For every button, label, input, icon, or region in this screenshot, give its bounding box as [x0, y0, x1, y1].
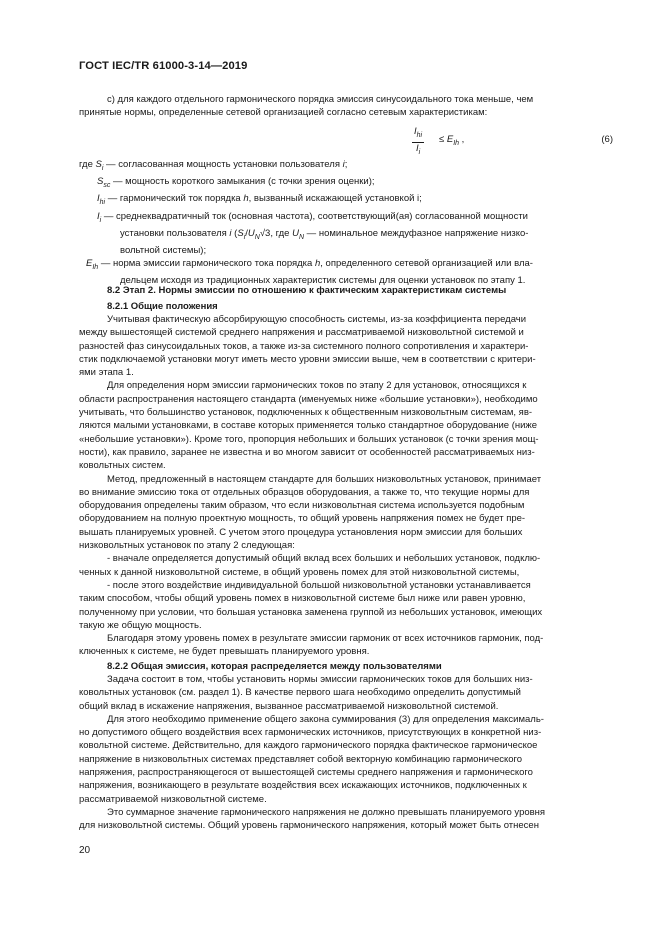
- formula-number: (6): [601, 134, 613, 145]
- paragraph: [79, 673, 613, 713]
- text-line: ковольтных установок (см. раздел 1). В качестве первого шага необходимо определить допустимый: [79, 687, 521, 699]
- paragraph: [79, 713, 613, 806]
- text-line: стик подключаемой установки могут иметь место уровни эмиссии выше, чем в соответствии с критери-: [79, 353, 536, 365]
- formula-denominator: $I_i$: [415, 142, 421, 156]
- section-8-2-1-body: [79, 313, 613, 659]
- text-line: напряжения, возникающего в результате воздействия всех искажающих источников, подключенных к: [79, 780, 527, 792]
- text-line: разностей фаз синусоидальных токов, а также из-за системного полного сопротивления и характери-: [79, 340, 529, 352]
- text-line: ковольтной системе. Действительно, для каждого гармонического порядка фактическое гармоническое: [79, 740, 538, 752]
- paragraph: [79, 806, 613, 833]
- text-line: Задача состоит в том, чтобы установить нормы эмиссии гармонических токов для больших низ-: [107, 674, 533, 685]
- text-line: Для этого необходимо применение общего закона суммирования (3) для определения максималь-: [107, 713, 544, 725]
- definition-item: вольтной системы);: [120, 244, 207, 256]
- paragraph: [79, 552, 613, 579]
- text-line: Метод, предложенный в настоящем стандарте для больших низковольтных установок, принимает: [107, 473, 542, 485]
- definition-item: где $S_i$ — согласованная мощность установки пользователя i;: [79, 159, 348, 172]
- text-line: оборудования определены таким образом, что если низковольтная система используется подобным: [79, 500, 525, 512]
- section-heading-8-2-2: 8.2.2 Общая эмиссия, которая распределяется между пользователями: [107, 661, 442, 672]
- document-header: ГОСТ IEC/TR 61000-3-14—2019: [79, 60, 248, 72]
- definitions-list: [79, 158, 613, 288]
- text-line: - вначале определяется допустимый общий вклад всех больших и небольших установок, подклю-: [107, 553, 541, 565]
- paragraph: [79, 313, 613, 379]
- text-line: ности), как правило, заранее не известна и во многом зависит от особенностей рассматриваемых низ-: [79, 446, 535, 458]
- page-number: 20: [79, 845, 91, 856]
- formula-rest: ≤ $E_{Ih}$ ,: [439, 134, 465, 147]
- text-line: таким способом, чтобы общий уровень помех в низковольтной системе был ниже или равен уровню,: [79, 593, 526, 605]
- section-8-2-2-body: [79, 673, 613, 833]
- text-line: - после этого воздействие индивидуальной большой низковольтной установки устанавливается: [107, 579, 531, 591]
- definition-item: $E_{Ih}$ — норма эмиссии гармонического тока порядка h, определенного сетевой организацией или вла-: [86, 258, 533, 272]
- text-line: для низковольтной системы. Общий уровень гармонического напряжения, который может быть отнесен: [79, 820, 539, 832]
- text-line: вышать планируемых уровней. С учетом этого процедура установления норм эмиссии для больших: [79, 526, 523, 538]
- text-line: Учитывая фактическую абсорбирующую способность системы, из-за коэффициента передачи: [107, 314, 527, 325]
- text-line: напряжения, распространяющегося от вышестоящей системы среднего напряжения и гармонического: [79, 767, 533, 779]
- section-heading-8-2-1: 8.2.1 Общие положения: [107, 301, 218, 312]
- text-line: оборудованием на полную проектную мощность, то общий уровень напряжения помех не будет пре-: [79, 513, 526, 525]
- text-line: области распространения настоящего стандарта (именуемых ниже «большие установки»), необходимо: [79, 393, 538, 405]
- text-line: низковольтных установок по этапу 2 следующая:: [79, 540, 295, 552]
- text-line: Благодаря этому уровень помех в результате эмиссии гармоник от всех источников гармоник, под-: [107, 633, 544, 645]
- text-line: рассматриваемой низковольтной системе.: [79, 793, 267, 805]
- formula-6: [79, 126, 613, 156]
- text-line: с) для каждого отдельного гармонического порядка эмиссия синусоидального тока меньше, чем: [107, 94, 534, 105]
- text-line: «небольшие установки»). Кроме того, пропорция небольших и больших установок (с точки зрения мощ-: [79, 433, 539, 445]
- formula-numerator: $I_{hi}$: [412, 126, 424, 143]
- definition-item: $S_{sc}$ — мощность короткого замыкания (с точки зрения оценки);: [97, 176, 375, 190]
- paragraph: [79, 579, 613, 632]
- text-line: ями этапа 1.: [79, 367, 134, 379]
- text-line: напряжение в низковольтных системах представляет собой векторную комбинацию гармонического: [79, 753, 523, 765]
- text-line: ляются малыми установками, в составе которых применяется только стандартное оборудование (ниже: [79, 420, 538, 432]
- text-line: Это суммарное значение гармонического напряжения не должно превышать планируемого уровня: [107, 806, 546, 818]
- paragraph-c: [79, 93, 613, 120]
- paragraph: [79, 473, 613, 553]
- text-line: принятые нормы, определенные сетевой организацией согласно сетевым характеристикам:: [79, 107, 488, 119]
- definition-item: $I_i$ — среднеквадратичный ток (основная частота), соответствующий(ая) согласованной мощности: [97, 210, 528, 224]
- paragraph-c-text: [79, 93, 613, 120]
- text-line: во внимание эмиссию тока от отдельных образцов оборудования, а также то, что текущие нормы для: [79, 486, 530, 498]
- definition-item: $I_{hi}$ — гармонический ток порядка h, вызванный искажающей установкой i;: [97, 193, 422, 207]
- text-line: полученному при условии, что большая установка заменена группой из небольших установок, имеющих: [79, 606, 543, 618]
- text-line: ченных к данной низковольтной системе, в общий уровень помех для этой низковольтной системы,: [79, 566, 520, 578]
- paragraph: [79, 379, 613, 472]
- text-line: между вышестоящей системой среднего напряжения и рассматриваемой низковольтной системой и: [79, 327, 524, 339]
- definition-item: установки пользователя i ($S_i/U_N√3$, где $U_N$ — номинальное междуфазное напряжение низко-: [120, 227, 529, 241]
- definition-item: дельцем исходя из традиционных характеристик системы для оценки установок по этапу 1.: [120, 275, 526, 287]
- text-line: но допустимого общего воздействия всех гармонических источников, присутствующих в конкретной низ-: [79, 727, 542, 739]
- formula-fraction: [412, 126, 424, 159]
- paragraph: [79, 632, 613, 659]
- text-line: Для определения норм эмиссии гармонических токов по этапу 2 для установок, относящихся к: [107, 380, 527, 392]
- text-line: учитывать, что большинство установок, подключенных к общественным низковольтным системам, яв-: [79, 407, 533, 419]
- text-line: общий вклад в искажение напряжения, вызванное рассматриваемой низковольтной системой.: [79, 700, 499, 712]
- text-line: такую же общую мощность.: [79, 619, 202, 631]
- text-line: ключенных к системе, не будет превышать планируемого уровня.: [79, 646, 370, 658]
- text-line: ковольтных систем.: [79, 460, 166, 472]
- section-heading-8-2: 8.2 Этап 2. Нормы эмиссии по отношению к фактическим характеристикам системы: [107, 285, 507, 296]
